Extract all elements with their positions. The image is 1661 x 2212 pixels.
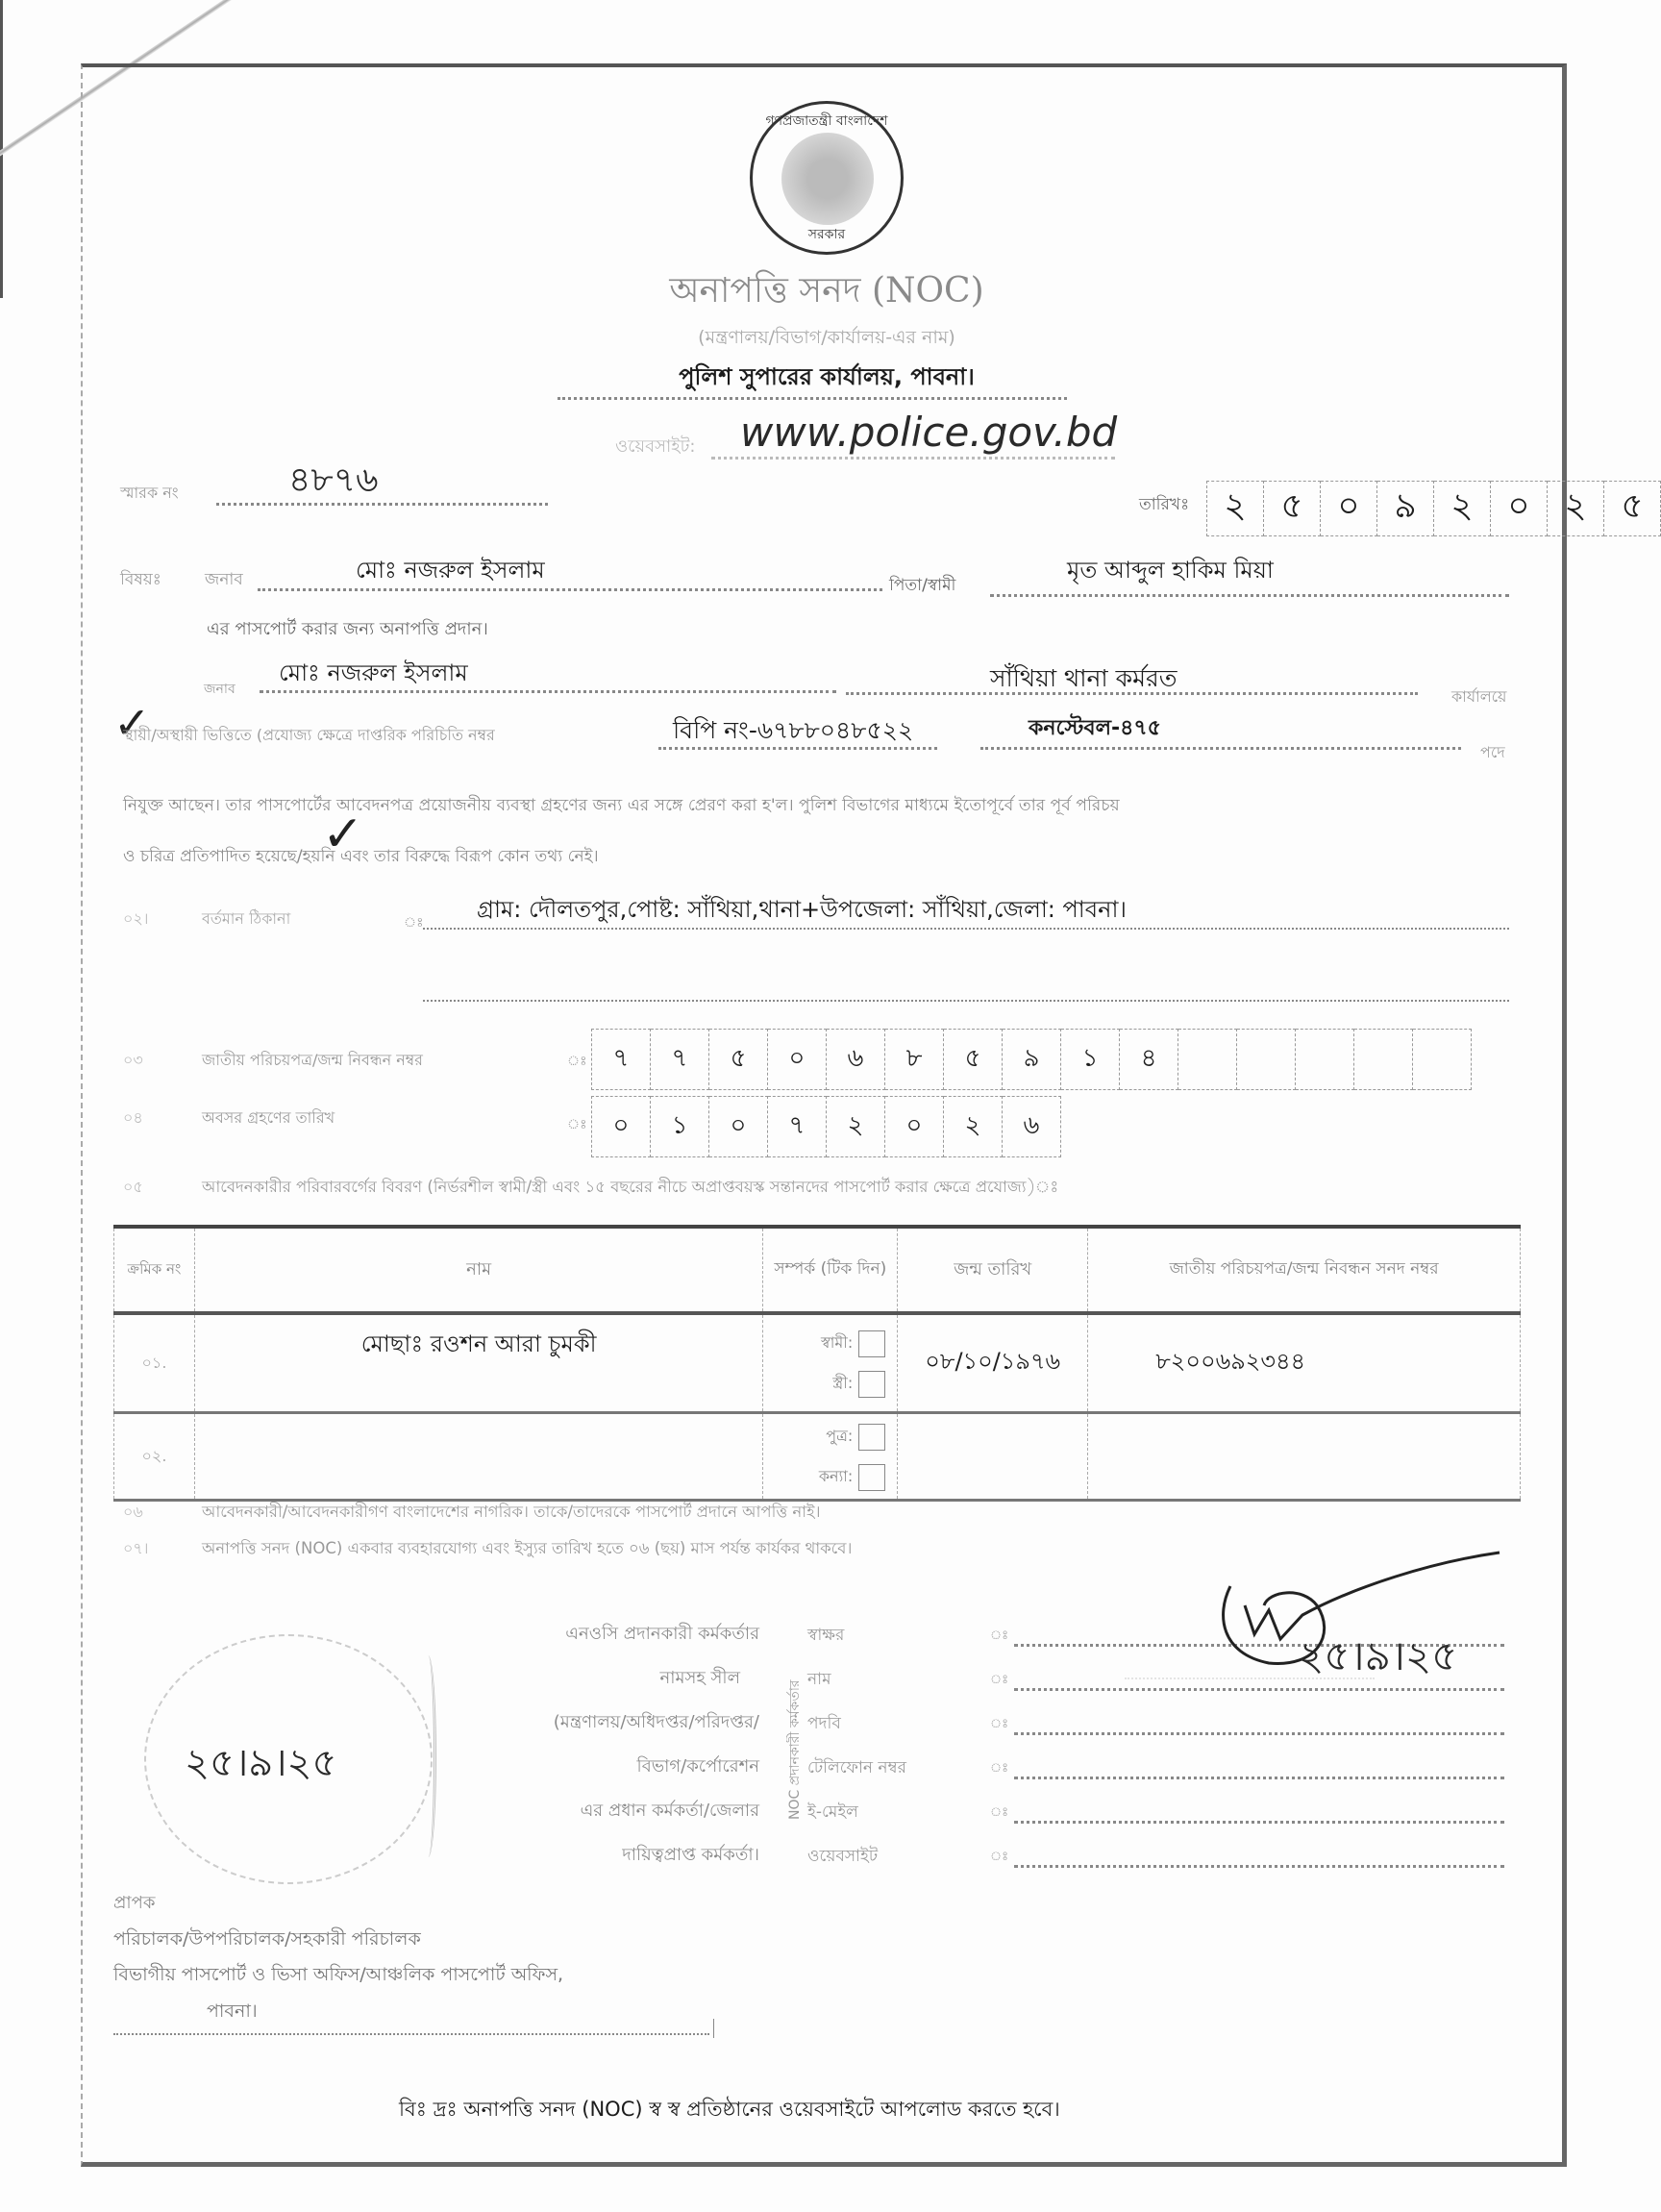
memo-dotted-line bbox=[216, 503, 548, 506]
paragraph-line1: নিযুক্ত আছেন। তার পাসপোর্টের আবেদনপত্র প্রয়োজনীয় ব্যবস্থা গ্রহণের জন্য এর সঙ্গে প্রেরণ করা হ'ল। পুলিশ বিভাগের মাধ্যমে ইতোপূর্বে তার পূর্ব পরিচয় bbox=[123, 796, 1120, 815]
sig-desc-line: (মন্ত্রণালয়/অধিদপ্তর/পরিদপ্তর/ bbox=[553, 1712, 759, 1732]
signatory-field-colon: ঃ bbox=[990, 1761, 1009, 1776]
government-seal-icon bbox=[750, 101, 904, 255]
signatory-field-label: ই-মেইল bbox=[807, 1802, 858, 1822]
signatory-description bbox=[404, 1620, 759, 1879]
signatory-field-colon: ঃ bbox=[990, 1717, 1009, 1731]
nid-digit-cell bbox=[1178, 1029, 1237, 1090]
header-nid: জাতীয় পরিচয়পত্র/জন্ম নিবন্ধন সনদ নম্বর bbox=[1088, 1227, 1521, 1313]
address-line-1 bbox=[423, 928, 1509, 930]
body-janab: জনাব bbox=[204, 682, 236, 697]
address-value: গ্রাম: দৌলতপুর,পোষ্ট: সাঁথিয়া,থানা+উপজেলা: সাঁথিয়া,জেলা: পাবনা। bbox=[477, 896, 1127, 923]
date-digit-cell: ২ bbox=[1434, 481, 1491, 536]
retirement-digit-cell: ৭ bbox=[768, 1096, 827, 1157]
family-table bbox=[113, 1225, 1521, 1502]
bp-number: বিপি নং-৬৭৮৮০৪৮৫২২ bbox=[673, 716, 914, 744]
signatory-field-label: টেলিফোন নম্বর bbox=[807, 1758, 906, 1777]
body-name: মোঃ নজরুল ইসলাম bbox=[279, 659, 468, 686]
nid-digit-cell: ৮ bbox=[885, 1029, 944, 1090]
sig-desc-line: এনওসি প্রদানকারী কর্মকর্তার bbox=[565, 1624, 759, 1644]
post-value: কনস্টেবল-৪৭৫ bbox=[1029, 716, 1161, 740]
document-title: অনাপত্তি সনদ (NOC) bbox=[669, 271, 984, 311]
retirement-digit-cell: ১ bbox=[651, 1096, 709, 1157]
date-digit-cell: ৫ bbox=[1264, 481, 1321, 536]
sig-desc-line: নামসহ সীল bbox=[659, 1668, 740, 1688]
signatory-field-label: স্বাক্ষর bbox=[807, 1626, 845, 1645]
permanence-text: স্থায়ী/অস্থায়ী ভিত্তিতে (প্রযোজ্য ক্ষেত্রে দাপ্তরিক পরিচিতি নম্বর bbox=[123, 726, 495, 744]
nid-digit-cell: ৭ bbox=[591, 1029, 651, 1090]
rel-son-label: পুত্র: bbox=[826, 1427, 854, 1445]
nid-digit-cell: ৫ bbox=[944, 1029, 1003, 1090]
nid-digit-cell bbox=[1296, 1029, 1354, 1090]
item03-label: জাতীয় পরিচয়পত্র/জন্ম নিবন্ধন নম্বর bbox=[202, 1051, 423, 1069]
seal-text-top: গণপ্রজাতন্ত্রী বাংলাদেশ bbox=[765, 113, 888, 129]
signatory-field-label: নাম bbox=[807, 1670, 831, 1689]
retirement-digit-cell: ০ bbox=[709, 1096, 768, 1157]
header-relation: সম্পর্ক (টিক দিন) bbox=[763, 1227, 898, 1313]
recipient-dotted-line bbox=[113, 2033, 709, 2035]
header-dob: জন্ম তারিখ bbox=[898, 1227, 1088, 1313]
recipient-label: প্রাপক bbox=[113, 1893, 156, 1913]
paragraph-line2: ও চরিত্র প্রতিপাদিত হয়েছে/হয়নি এবং তার বিরুদ্ধে বিরূপ কোন তথ্য নেই। bbox=[123, 847, 599, 866]
recipient-line1: পরিচালক/উপপরিচালক/সহকারী পরিচালক bbox=[113, 1928, 421, 1950]
item06-number: ০৬ bbox=[123, 1503, 143, 1521]
rel-husband-label: স্বামী: bbox=[821, 1333, 854, 1352]
item03-number: ০৩ bbox=[123, 1051, 143, 1069]
signatory-field-input[interactable] bbox=[1014, 1865, 1504, 1868]
retirement-digit-cell: ২ bbox=[944, 1096, 1003, 1157]
date-digit-cell: ২ bbox=[1548, 481, 1604, 536]
item07-text: অনাপত্তি সনদ (NOC) একবার ব্যবহারযোগ্য এবং ইস্যুর তারিখ হতে ০৬ (ছয়) মাস পর্যন্ত কার্যকর থাকবে। bbox=[202, 1539, 853, 1557]
item03-colon: ঃ bbox=[567, 1054, 587, 1069]
subject-label: বিষয়ঃ bbox=[120, 570, 161, 589]
office-stamp bbox=[144, 1634, 433, 1884]
signatory-field-input[interactable] bbox=[1014, 1821, 1504, 1824]
checkmark-icon-2: ✓ bbox=[322, 806, 364, 863]
office-suffix: কার্যালয়ে bbox=[1451, 687, 1507, 706]
seal-emblem bbox=[781, 133, 874, 225]
nid-digit-cell: ৭ bbox=[651, 1029, 709, 1090]
row-serial: ০১. bbox=[114, 1313, 195, 1413]
date-label: তারিখঃ bbox=[1139, 495, 1190, 514]
item05-number: ০৫ bbox=[123, 1178, 143, 1196]
sig-desc-line: বিভাগ/কর্পোরেশন bbox=[636, 1756, 759, 1777]
nid-digit-cell: ৯ bbox=[1003, 1029, 1061, 1090]
daughter-checkbox[interactable] bbox=[858, 1464, 885, 1491]
workplace-value: সাঁথিয়া থানা কর্মরত bbox=[990, 664, 1178, 692]
signatory-field-colon: ঃ bbox=[990, 1850, 1009, 1864]
checkmark-icon: ✓ bbox=[113, 697, 151, 749]
subject-name-line bbox=[258, 588, 882, 591]
vertical-noc-text: NOC প্রদানকারী কর্মকর্তার bbox=[787, 1679, 803, 1820]
date-digit-cell: ২ bbox=[1206, 481, 1264, 536]
nid-digit-cell bbox=[1237, 1029, 1296, 1090]
office-dotted-line bbox=[558, 397, 1067, 400]
nid-digit-cell: ৪ bbox=[1120, 1029, 1178, 1090]
recipient-line2: বিভাগীয় পাসপোর্ট ও ভিসা অফিস/আঞ্চলিক পাসপোর্ট অফিস, bbox=[113, 1964, 564, 1985]
bp-line bbox=[658, 747, 937, 750]
stamp-handwritten-date: ২৫।৯।২৫ bbox=[185, 1741, 337, 1785]
nid-digit-cell: ৬ bbox=[827, 1029, 885, 1090]
father-label: পিতা/স্বামী bbox=[889, 576, 956, 595]
family-table-header bbox=[114, 1227, 1521, 1313]
subject-janab: জনাব bbox=[205, 570, 243, 589]
row-serial: ০২. bbox=[114, 1413, 195, 1501]
signatory-field-input[interactable] bbox=[1014, 1777, 1504, 1779]
table-row bbox=[114, 1413, 1521, 1501]
row-relation bbox=[763, 1313, 898, 1413]
rel-wife-label: স্ত্রী: bbox=[832, 1374, 854, 1392]
nid-digit-cell bbox=[1354, 1029, 1413, 1090]
row-relation bbox=[763, 1413, 898, 1501]
retirement-date-boxes bbox=[591, 1096, 1061, 1157]
item07-number: ০৭। bbox=[123, 1539, 149, 1557]
item04-label: অবসর গ্রহণের তারিখ bbox=[202, 1108, 335, 1127]
wife-checkbox[interactable] bbox=[858, 1371, 885, 1398]
nid-boxes bbox=[591, 1029, 1472, 1090]
signatory-field-colon: ঃ bbox=[990, 1628, 1009, 1643]
father-value: মৃত আব্দুল হাকিম মিয়া bbox=[1067, 557, 1274, 584]
retirement-digit-cell: ০ bbox=[885, 1096, 944, 1157]
row-nid bbox=[1088, 1413, 1521, 1501]
footer-note: বিঃ দ্রঃ অনাপত্তি সনদ (NOC) স্ব স্ব প্রতিষ্ঠানের ওয়েবসাইটে আপলোড করতে হবে। bbox=[399, 2098, 1060, 2121]
item04-colon: ঃ bbox=[567, 1117, 587, 1132]
date-digit-cell: ০ bbox=[1321, 481, 1377, 536]
signatory-field-label: ওয়েবসাইট bbox=[807, 1847, 879, 1866]
item04-number: ০৪ bbox=[123, 1108, 143, 1127]
date-digit-cell: ৯ bbox=[1377, 481, 1434, 536]
nid-digit-cell: ৫ bbox=[709, 1029, 768, 1090]
header-name: নাম bbox=[194, 1227, 762, 1313]
rel-daughter-label: কন্যা: bbox=[818, 1467, 854, 1485]
row-nid: ৮২০০৬৯২৩৪৪ bbox=[1088, 1313, 1521, 1413]
table-row bbox=[114, 1313, 1521, 1413]
date-digit-cell: ৫ bbox=[1604, 481, 1661, 536]
row-name bbox=[194, 1413, 762, 1501]
address-line-2 bbox=[423, 1000, 1509, 1002]
signatory-field-label: পদবি bbox=[807, 1714, 841, 1733]
nid-digit-cell: ১ bbox=[1061, 1029, 1120, 1090]
office-name: পুলিশ সুপারের কার্যালয়, পাবনা। bbox=[679, 363, 975, 390]
row-dob: ০৮/১০/১৯৭৬ bbox=[898, 1313, 1088, 1413]
seal-text-bottom: সরকার bbox=[807, 227, 846, 242]
post-line bbox=[980, 747, 1461, 750]
memo-label: স্মারক নং bbox=[120, 484, 179, 502]
post-suffix: পদে bbox=[1480, 743, 1505, 761]
husband-checkbox[interactable] bbox=[858, 1330, 885, 1357]
father-line bbox=[990, 594, 1509, 597]
body-name-line bbox=[260, 690, 836, 693]
website-dotted-line bbox=[711, 457, 1115, 460]
item05-text: আবেদনকারীর পরিবারবর্গের বিবরণ (নির্ভরশীল স্বামী/স্ত্রী এবং ১৫ বছরের নীচে অপ্রাপ্তবয়স্ক সন্তানদের পাসপোর্ট করার ক্ষেত্রে প্রযোজ্য)ঃ bbox=[202, 1178, 1059, 1196]
retirement-digit-cell: ২ bbox=[827, 1096, 885, 1157]
signature-date: ২৫।৯।২৫ bbox=[1298, 1632, 1458, 1679]
website-value: www.police.gov.bd bbox=[740, 409, 1118, 456]
retirement-digit-cell: ০ bbox=[591, 1096, 651, 1157]
signatory-field-colon: ঃ bbox=[990, 1673, 1009, 1687]
retirement-digit-cell: ৬ bbox=[1003, 1096, 1061, 1157]
son-checkbox[interactable] bbox=[858, 1424, 885, 1451]
document-subtitle: (মন্ত্রণালয়/বিভাগ/কার্যালয়-এর নাম) bbox=[698, 327, 955, 348]
sig-desc-line: দায়িত্বপ্রাপ্ত কর্মকর্তা। bbox=[622, 1845, 759, 1865]
header-serial: ক্রমিক নং bbox=[114, 1227, 195, 1313]
item06-text: আবেদনকারী/আবেদনকারীগণ বাংলাদেশের নাগরিক। তাকে/তাদেরকে পাসপোর্ট প্রদানে আপত্তি নাই। bbox=[202, 1503, 821, 1521]
recipient-line3: পাবনা। bbox=[207, 2001, 258, 2022]
item02-colon: ঃ bbox=[404, 915, 424, 931]
nid-digit-cell bbox=[1413, 1029, 1472, 1090]
signatory-faint-stamp bbox=[1125, 1678, 1375, 1776]
date-boxes bbox=[1206, 481, 1661, 536]
workplace-line bbox=[846, 692, 1418, 695]
subject-name: মোঃ নজরুল ইসলাম bbox=[356, 557, 545, 584]
signatory-field-colon: ঃ bbox=[990, 1805, 1009, 1820]
item02-label: বর্তমান ঠিকানা bbox=[202, 909, 291, 928]
memo-number: ৪৮৭৬ bbox=[288, 460, 379, 500]
item02-number: ০২। bbox=[123, 909, 149, 928]
recipient-line-end bbox=[713, 2019, 714, 2038]
row-name: মোছাঃ রওশন আরা চুমকী bbox=[194, 1313, 762, 1413]
date-digit-cell: ০ bbox=[1491, 481, 1548, 536]
website-label: ওয়েবসাইট: bbox=[615, 436, 696, 457]
row-dob bbox=[898, 1413, 1088, 1501]
nid-digit-cell: ০ bbox=[768, 1029, 827, 1090]
sig-desc-line: এর প্রধান কর্মকর্তা/জেলার bbox=[580, 1801, 759, 1821]
subject-line2: এর পাসপোর্ট করার জন্য অনাপত্তি প্রদান। bbox=[207, 619, 488, 639]
